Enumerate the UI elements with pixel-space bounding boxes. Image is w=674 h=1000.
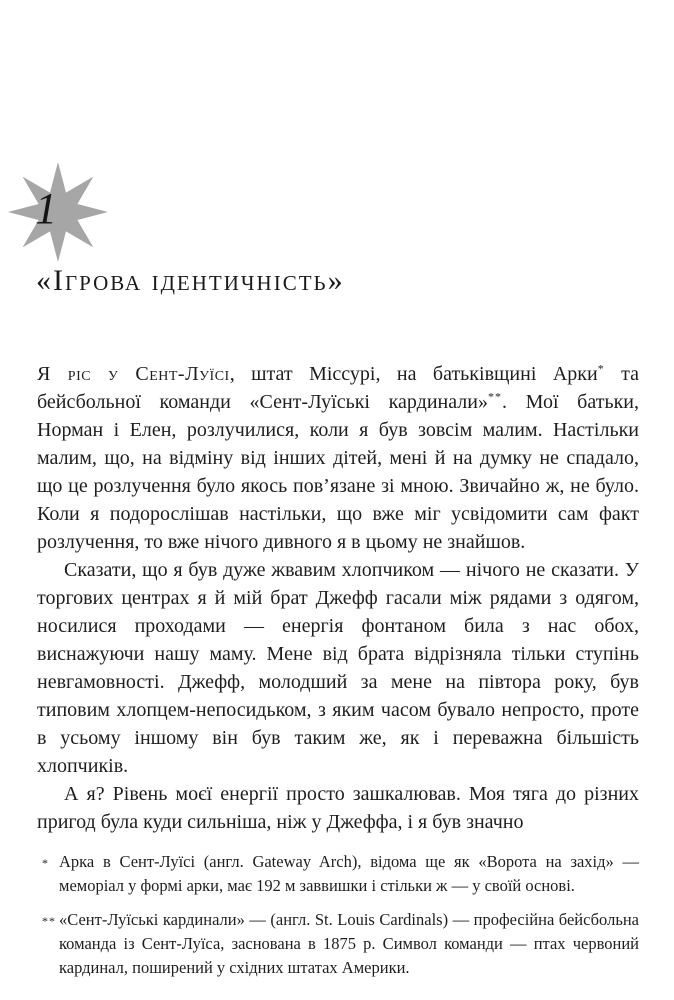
chapter-number: 1: [35, 183, 57, 233]
footnote-text: Арка в Сент-Луїсі (англ. Gateway Arch), відома ще як «Ворота на захід» — меморіал у формі арки, має 192 м заввишки і стільки ж — у своїй основі.: [59, 852, 639, 895]
text-block: [37, 360, 639, 980]
footnotes-section: [37, 850, 639, 980]
paragraph: Сказати, що я був дуже жвавим хлопчиком — нічого не сказати. У торгових центрах я й мій брат Джефф гасали між рядами з одягом, носилися проходами — енергія фонтаном била з нас обох, виснажуючи нашу маму. Мене від брата відрізняла тільки ступінь невгамовності. Джефф, молодший за мене на півтора року, був типовим хлопцем-непосидьком, з яким часом бувало непросто, проте в усьому іншому він був таким же, як і переважна більшість хлопчиків.: [37, 559, 639, 777]
footnote-marker: **: [42, 914, 56, 928]
body-text: [37, 360, 639, 836]
paragraph: [37, 360, 639, 556]
footnote-reference-1: *: [597, 361, 605, 376]
footnote-text: «Сент-Луїські кардинали» — (англ. St. Louis Cardinals) — професійна бейсбольна команда із Сент-Луїса, заснована в 1875 р. Символ команди — птах червоний кардинал, поширений у східних штатах Америки.: [59, 910, 639, 977]
chapter-ornament: [8, 162, 108, 262]
paragraph: А я? Рівень моєї енергії просто зашкалював. Моя тяга до різних пригод була куди сильніша, ніж у Джеффа, і я був значно: [37, 783, 639, 833]
paragraph-text: та бейсбольної команди «Сент-Луїські кардинали»: [37, 363, 639, 413]
footnote-reference-2: **: [488, 389, 502, 404]
footnote: [37, 850, 639, 898]
footnote-marker: *: [42, 856, 49, 870]
paragraph-text: . Мої батьки, Норман і Елен, розлучилися, коли я був зовсім малим. Настільки малим, що, на відміну від інших дітей, мені й на думку не спадало, що це розлучення було якось пов’язане зі мною. Звичайно ж, не було. Коли я подорослішав настільки, що вже міг усвідомити сам факт розлучення, то вже нічого дивного я в цьому не знайшов.: [37, 391, 639, 553]
chapter-title: «Ігрова ідентичність»: [36, 264, 345, 297]
footnote: [37, 908, 639, 980]
paragraph-text: , штат Міссурі, на батьківщині Арки: [229, 363, 598, 385]
paragraph-lead-smallcaps: Я ріс у Сент-Луїсі: [37, 363, 230, 385]
